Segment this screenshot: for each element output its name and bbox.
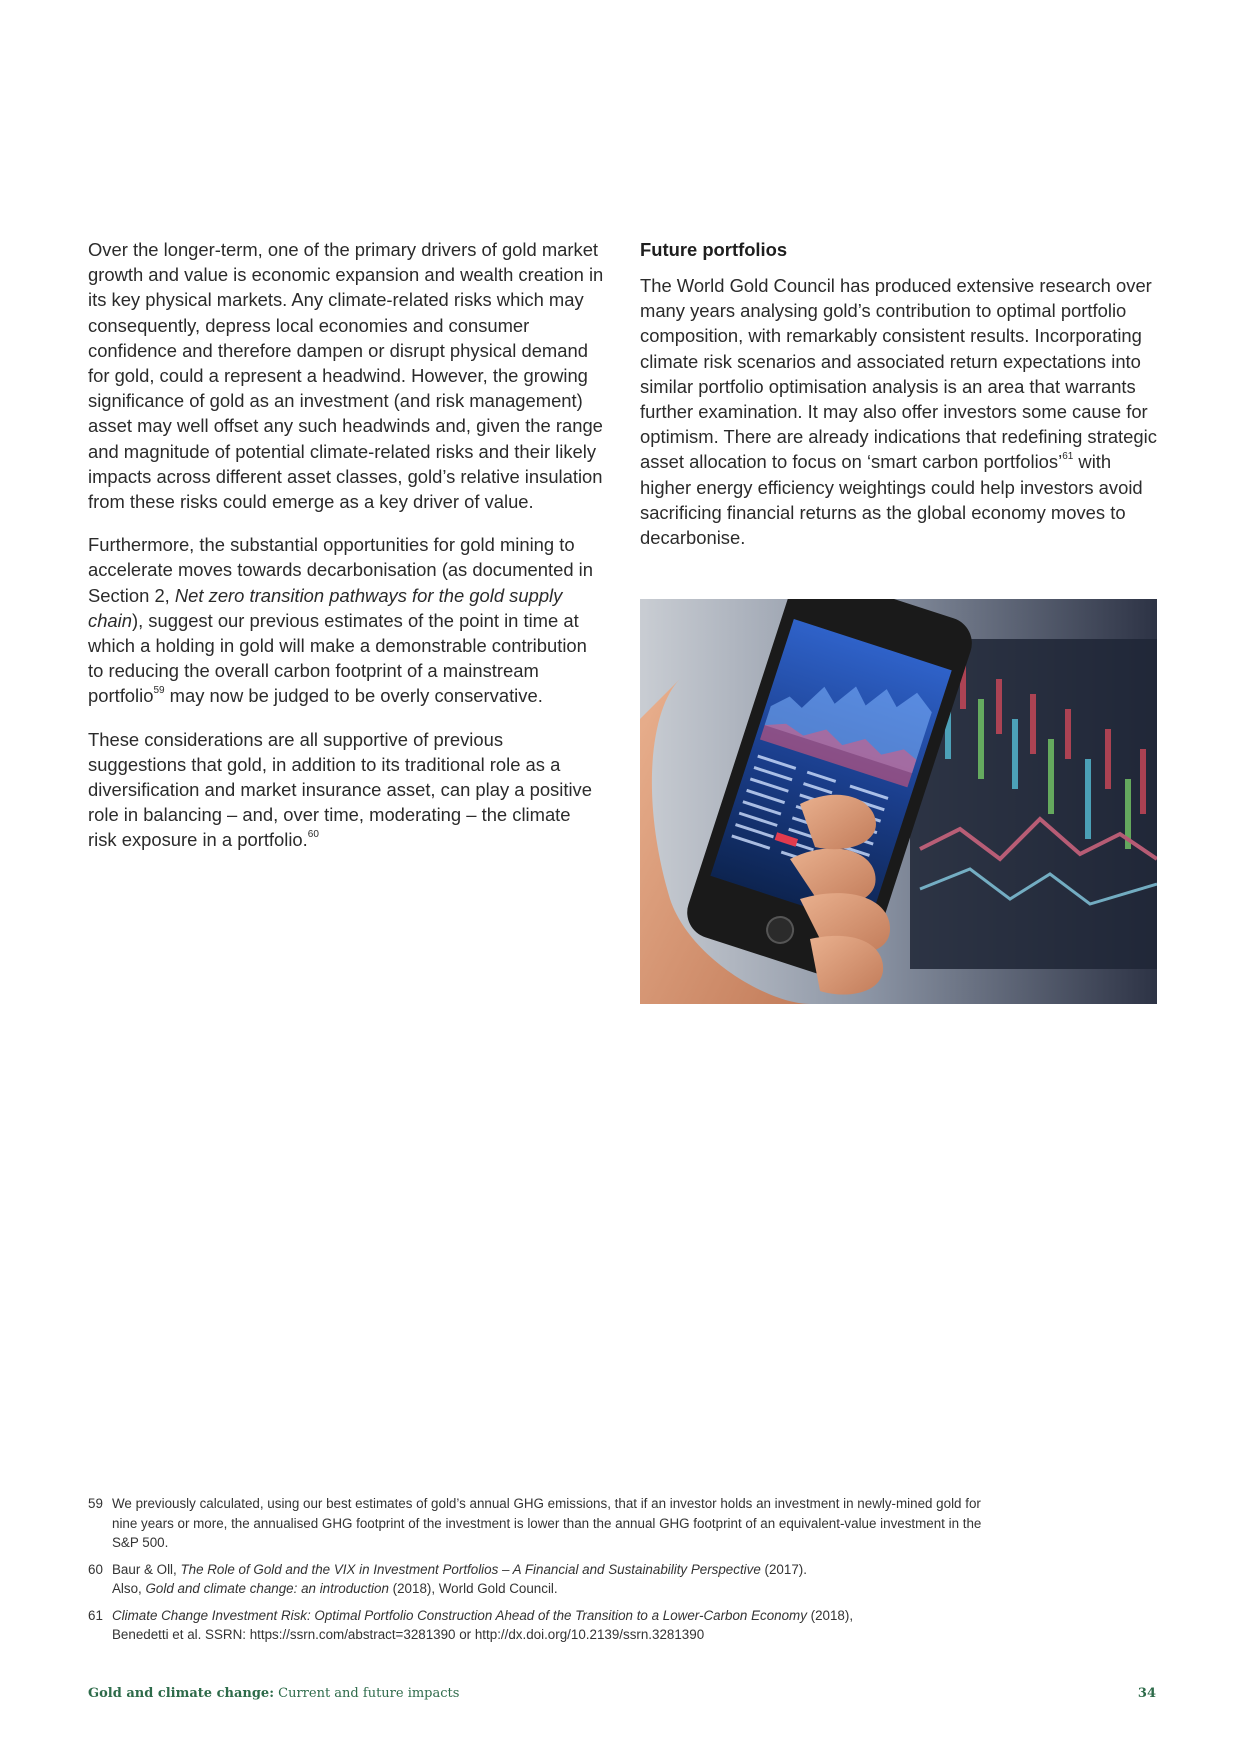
footer-title-rest: Current and future impacts	[274, 1686, 460, 1701]
paragraph-2-text-a: Furthermore, the substantial opportunities for gold mining to accelerate moves towards decarbonisation (as documented in Section 2,	[88, 534, 593, 606]
footnote-number: 59	[88, 1496, 103, 1511]
footnote-text: (2018),	[806, 1607, 854, 1623]
footnote-ref-59[interactable]: 59	[153, 685, 165, 697]
footnotes	[88, 1494, 988, 1652]
footnote-ref-61[interactable]: 61	[1062, 451, 1074, 463]
footnote-61	[88, 1606, 988, 1645]
footnote-text: (2018), World Gold Council.	[388, 1581, 558, 1596]
paragraph-3-text: These considerations are all supportive of previous suggestions that gold, in addition to its traditional role as a diversification and market insurance asset, can play a positive role in balancing – and, over time, moderating – the climate risk exposure in a portfolio.	[88, 728, 592, 851]
footnote-text: (2017).	[760, 1561, 807, 1577]
photo-illustration	[640, 599, 1157, 1004]
footnote-59	[88, 1494, 988, 1553]
right-column	[640, 237, 1160, 568]
footnote-text: Also,	[112, 1581, 146, 1596]
footnote-number: 60	[88, 1561, 103, 1577]
footnote-60	[88, 1560, 988, 1599]
future-portfolios-text-b: with higher energy efficiency weightings could help investors avoid sacrificing financial returns as the global economy moves to decarbonise.	[640, 451, 1143, 549]
footnote-ref-60[interactable]: 60	[307, 829, 319, 841]
footnote-text: We previously calculated, using our best estimates of gold’s annual GHG emissions, that if an investor holds an investment in newly-mined gold for nine years or more, the annualised GHG footprint of the investment is lower than the annual GHG footprint of an equivalent-value investment in the S&P 500.	[112, 1496, 982, 1550]
body-paragraph-2	[88, 532, 604, 708]
footer-title-bold: Gold and climate change:	[88, 1686, 274, 1701]
section-reference: Net zero transition pathways for the gold supply chain	[88, 584, 563, 631]
footnote-title: Gold and climate change: an introduction	[145, 1581, 389, 1596]
footnote-title: The Role of Gold and the VIX in Investment Portfolios – A Financial and Sustainability Perspective	[180, 1561, 761, 1577]
page-number: 34	[1137, 1686, 1156, 1701]
body-paragraph-1: Over the longer-term, one of the primary drivers of gold market growth and value is economic expansion and wealth creation in its key physical markets. Any climate-related risks which may consequently, depress local economies and consumer confidence and therefore dampen or disrupt physical demand for gold, could a represent a headwind. However, the growing significance of gold as an investment (and risk management) asset may well offset any such headwinds and, given the range and magnitude of potential climate-related risks and their likely impacts across different asset classes, gold’s relative insulation from these risks could emerge as a key driver of value.	[88, 239, 604, 513]
smartphone-trading-photo	[640, 599, 1157, 1004]
section-heading: Future portfolios	[640, 239, 788, 260]
future-portfolios-text-a: The World Gold Council has produced extensive research over many years analysing gold’s contribution to optimal portfolio composition, with remarkably consistent results. Incorporating climate risk scenarios and associated return expectations into similar portfolio optimisation analysis is an area that warrants further examination. It may also offer investors some cause for optimism. There are already indications that redefining strategic asset allocation to focus on ‘smart carbon portfolios’	[640, 275, 1157, 473]
footnote-number: 61	[88, 1607, 103, 1623]
left-column	[88, 237, 604, 871]
future-portfolios-paragraph	[640, 273, 1160, 550]
footnote-60-line-1	[112, 1560, 988, 1580]
body-paragraph-3	[88, 727, 604, 853]
footer-document-title	[88, 1686, 459, 1701]
footnote-title: Climate Change Investment Risk: Optimal Portfolio Construction Ahead of the Transition to a Lower-Carbon Economy	[112, 1607, 807, 1623]
footnote-61-line-1	[112, 1606, 988, 1626]
footnote-60-line-2	[112, 1579, 988, 1599]
paragraph-2-text-c: may now be judged to be overly conservative.	[164, 685, 543, 707]
paragraph-2-text-b: ), suggest our previous estimates of the point in time at which a holding in gold will make a demonstrable contribution to reducing the overall carbon footprint of a mainstream portfolio	[88, 609, 587, 707]
footnote-text: Baur & Oll,	[112, 1561, 181, 1577]
footnote-61-line-2[interactable]: Benedetti et al. SSRN: https://ssrn.com/abstract=3281390 or http://dx.doi.org/10.2139/ssrn.3281390	[112, 1627, 705, 1642]
